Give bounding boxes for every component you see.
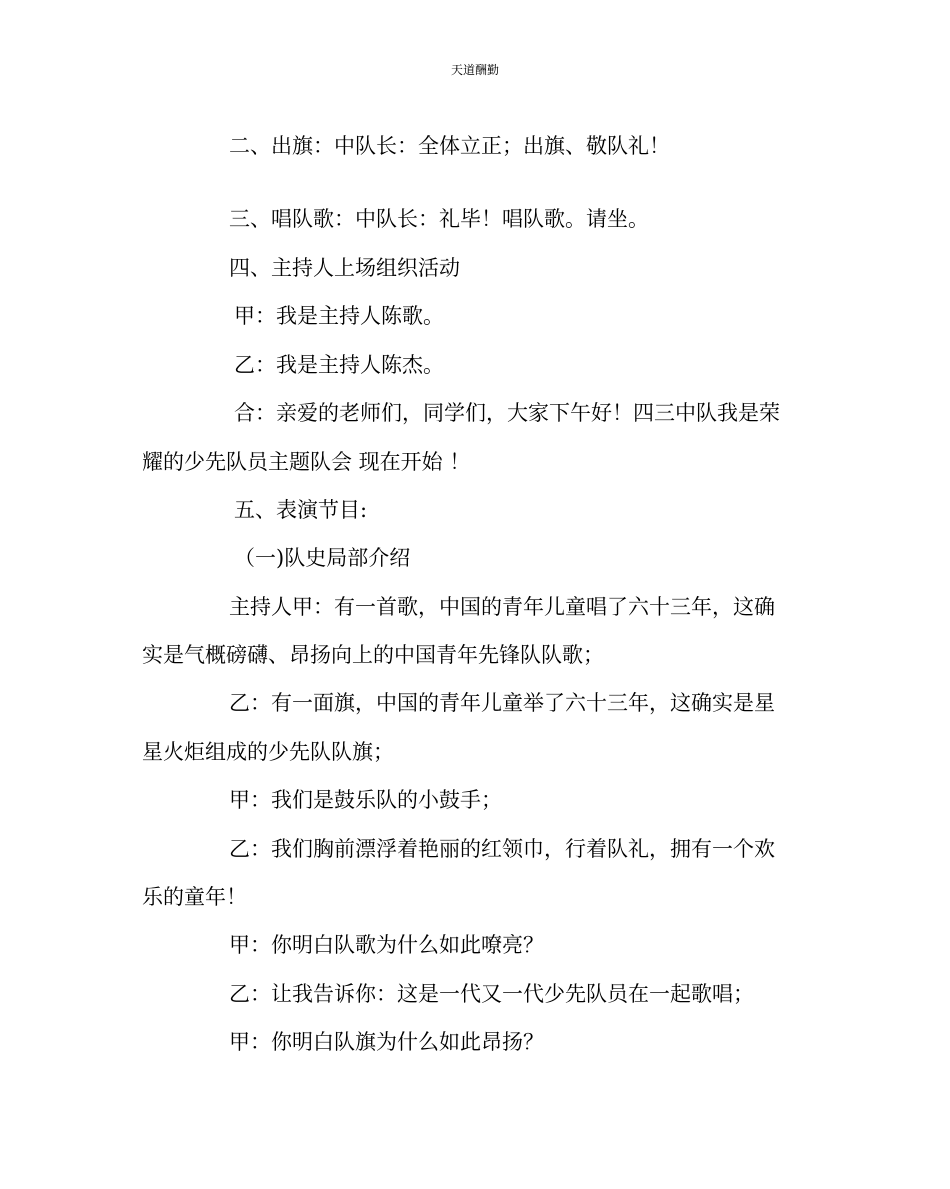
text-line: 甲：你明白队歌为什么如此嘹亮？ (229, 933, 544, 957)
text-line: 四、主持人上场组织活动 (229, 256, 460, 280)
text-line: 二、出旗：中队长：全体立正；出旗、敬队礼！ (229, 134, 670, 158)
text-line: 乙：我是主持人陈杰。 (234, 353, 444, 377)
text-line: 甲：我们是鼓乐队的小鼓手； (229, 788, 502, 812)
text-line: 星火炬组成的少先队队旗； (142, 740, 394, 764)
text-line: 乙：有一面旗，中国的青年儿童举了六十三年，这确实是星 (229, 691, 775, 715)
text-line: 三、唱队歌：中队长：礼毕！唱队歌。请坐。 (229, 207, 649, 231)
text-line: 耀的少先队员主题队会 现在开始 ！ (142, 450, 471, 474)
text-line: 乙：让我告诉你：这是一代又一代少先队员在一起歌唱； (229, 982, 754, 1006)
text-line: （一)队史局部介绍 (234, 546, 411, 570)
text-line: 实是气概磅礴、昂扬向上的中国青年先锋队队歌； (142, 643, 604, 667)
text-line: 合：亲爱的老师们，同学们，大家下午好！四三中队我是荣 (234, 401, 780, 425)
page-header: 天道酬勤 (450, 63, 499, 77)
text-line: 乙：我们胸前漂浮着艳丽的红领巾，行着队礼，拥有一个欢 (229, 837, 775, 861)
text-line: 主持人甲：有一首歌，中国的青年儿童唱了六十三年，这确 (229, 595, 775, 619)
text-line: 乐的童年！ (142, 885, 247, 909)
text-line: 五、表演节目: (234, 498, 368, 522)
text-line: 甲：我是主持人陈歌。 (234, 304, 444, 328)
text-line: 甲：你明白队旗为什么如此昂扬？ (229, 1030, 544, 1054)
